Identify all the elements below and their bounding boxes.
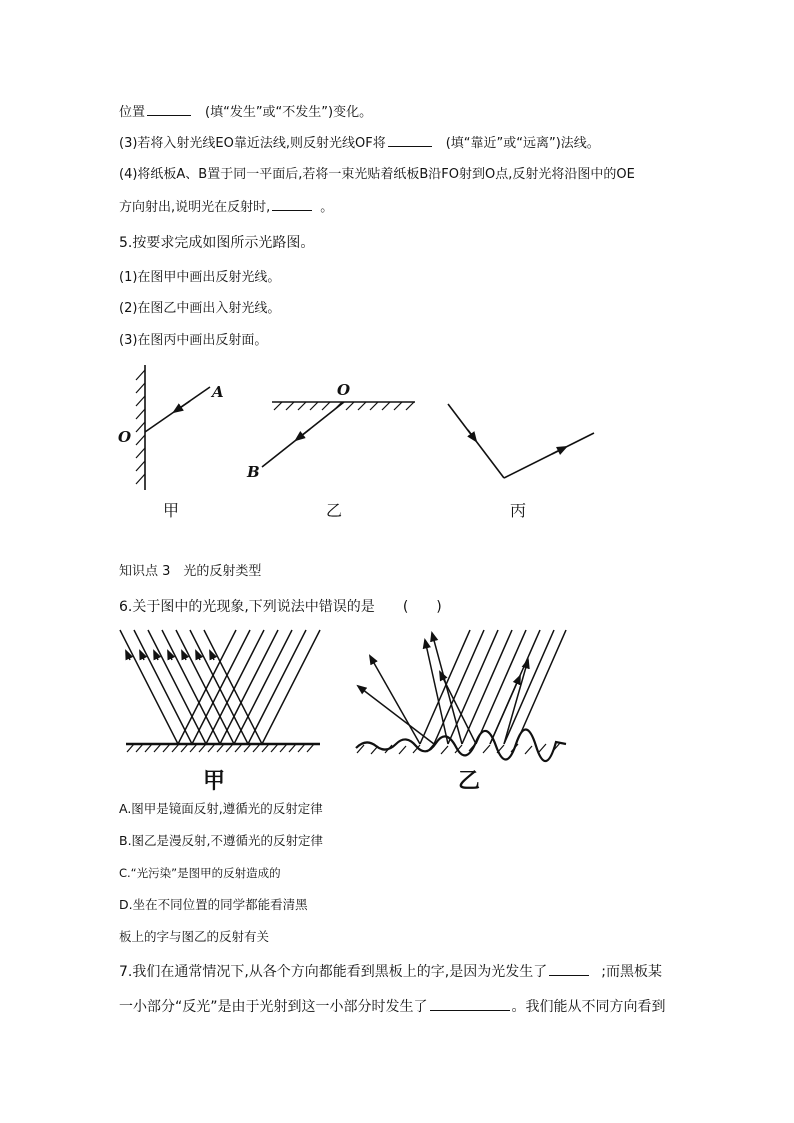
q6-stem [119,598,442,616]
label-O-yi: O [337,381,351,399]
q5-caption-yi: 乙 [326,501,343,520]
q6-option-a[interactable]: A.图甲是镜面反射,遵循光的反射定律 [119,801,323,816]
q7-line1-text-b: ;而黑板某 [601,964,662,980]
q5-caption-bing: 丙 [510,501,527,520]
mirror-hatching [136,370,145,484]
scattered-reflected-rays [358,633,528,744]
q4-line2-text-b: (填“靠近”或“远离”)法线。 [445,136,600,151]
q7-blank-2[interactable] [430,998,510,1011]
q7-line2-text-b: 。我们能从不同方向看到 [511,999,666,1015]
section-3-heading: 知识点 3 光的反射类型 [119,564,262,579]
q6-answer-paren[interactable]: ( ) [402,599,442,615]
label-B: B [247,463,260,481]
label-A: A [212,383,224,401]
q5-item-1: (1)在图甲中画出反射光线。 [119,270,281,285]
label-O-jia: O [118,428,132,446]
q6-caption-jia: 甲 [203,769,226,794]
incident-parallel-rays [420,630,566,744]
incident-arrow [174,401,190,412]
q6-option-c[interactable]: C.“光污染”是图甲的反射造成的 [119,866,281,880]
q4-line-3: (4)将纸板A、B置于同一平面后,若将一束光贴着纸板B沿FO射到O点,反射光将沿图中的OE [119,167,635,182]
q6-fig-yi-diagram [356,630,566,761]
q5-fig-yi-diagram [262,402,415,467]
incident-arrow-bing [468,430,476,441]
q4-line2-text-a: (3)若将入射光线EO靠近法线,则反射光线OF将 [119,136,386,151]
q6-fig-jia-diagram [120,630,320,752]
q7-line-1 [119,963,662,981]
q4-line4-text-b: 。 [320,200,334,215]
q5-item-3: (3)在图丙中画出反射面。 [119,333,268,348]
q7-line2-text-a: 一小部分“反光”是由于光射到这一小部分时发生了 [119,999,428,1015]
q5-caption-jia: 甲 [163,501,180,520]
q6-option-b[interactable]: B.图乙是漫反射,不遵循光的反射定律 [119,833,324,848]
q6-option-d-line2: 板上的字与图乙的反射有关 [119,929,270,944]
q5-fig-jia-diagram [136,365,210,490]
parallel-reflected-rays [120,630,320,744]
q5-title: 5.按要求完成如图所示光路图。 [119,235,315,251]
q5-item-2: (2)在图乙中画出入射光线。 [119,301,281,316]
q6-option-d-line1[interactable]: D.坐在不同位置的同学都能看清黑 [119,897,308,912]
mirror-hatching-2 [274,402,414,410]
q6-caption-yi: 乙 [458,769,481,794]
q4-line1-text-a: 位置 [119,105,146,120]
reflected-arrow-bing [552,447,566,454]
reflected-arrow [296,429,310,440]
q4-line4-text-a: 方向射出,说明光在反射时, [119,200,271,215]
q7-line-2 [119,998,666,1016]
q7-line1-text-a: 7.我们在通常情况下,从各个方向都能看到黑板上的字,是因为光发生了 [119,964,548,980]
q4-line1-text-b: (填“发生”或“不发生”)变化。 [205,105,373,120]
q5-fig-bing-diagram [448,404,594,478]
q7-blank-1[interactable] [549,963,589,976]
q6-stem-text: 6.关于图中的光现象,下列说法中错误的是 [119,599,375,615]
reflected-ray-bing [504,433,594,478]
